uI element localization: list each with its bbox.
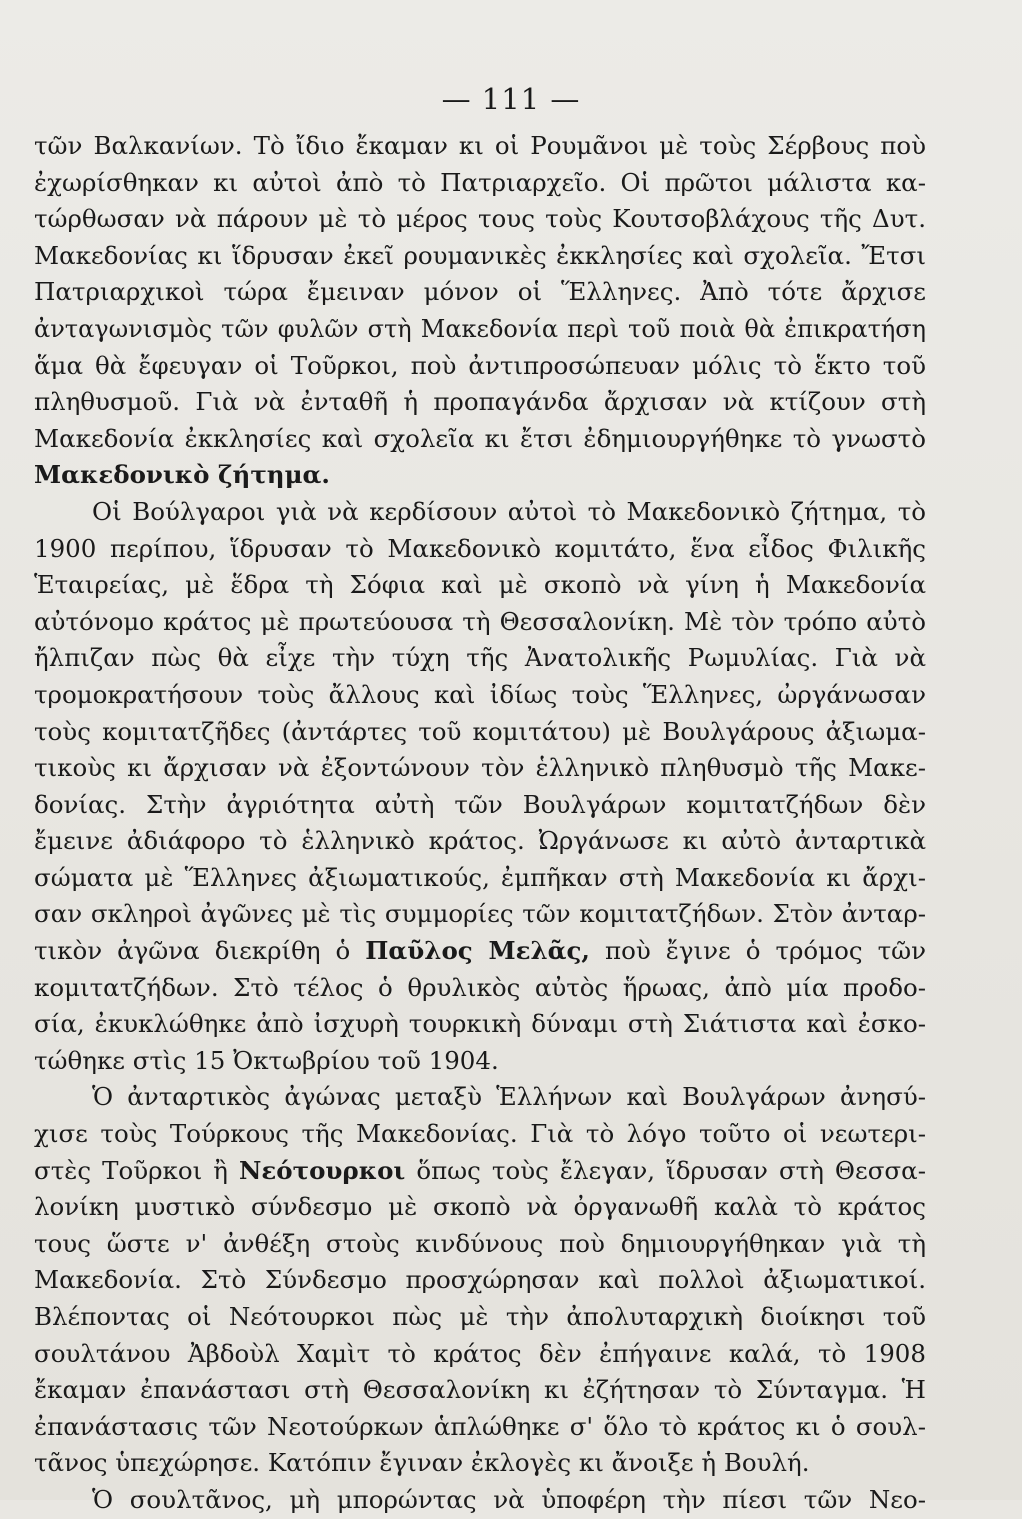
text-line: ἔκαμαν ἐπανάστασι στὴ Θεσσαλονίκη κι ἐζήτησαν τὸ Σύνταγμα. Ἡ [34, 1375, 926, 1405]
page-number: — 111 — [441, 82, 581, 116]
text-segment: ὅπως τοὺς ἔλεγαν, ἵδρυσαν στὴ Θεσσα- [416, 1155, 926, 1185]
bold-name-pavlos-melas: Παῦλος Μελᾶς, [365, 936, 590, 966]
text-line: ἔμεινε ἀδιάφορο τὸ ἑλληνικὸ κράτος. Ὠργάνωσε κι αὐτὸ ἀνταρτικὰ [34, 826, 926, 856]
text-line: αὐτόνομο κράτος μὲ πρωτεύουσα τὴ Θεσσαλονίκη. Μὲ τὸν τρόπο αὐτὸ [34, 606, 926, 636]
text-line: σία, ἐκυκλώθηκε ἀπὸ ἰσχυρὴ τουρκικὴ δύναμι στὴ Σιάτιστα καὶ ἐσκο- [34, 1009, 926, 1039]
text-line: Ὁ ἀνταρτικὸς ἀγώνας μεταξὺ Ἑλλήνων καὶ Βουλγάρων ἀνησύ- [92, 1082, 926, 1112]
text-line: κομιτατζήδων. Στὸ τέλος ὁ θρυλικὸς αὐτὸς ἥρωας, ἀπὸ μία προδο- [34, 972, 926, 1002]
text-line: Μακεδονία ἐκκλησίες καὶ σχολεῖα κι ἔτσι ἐδημιουργήθηκε τὸ γνωστὸ [34, 423, 926, 453]
body-text [34, 128, 926, 1519]
text-segment: στὲς Τοῦρκοι ἢ [34, 1155, 228, 1185]
text-line: ἀνταγωνισμὸς τῶν φυλῶν στὴ Μακεδονία περὶ τοῦ ποιὰ θὰ ἐπικρατήση [34, 314, 926, 343]
text-line: σουλτάνου Ἀβδοὺλ Χαμὶτ τὸ κράτος δὲν ἐπήγαινε καλά, τὸ 1908 [34, 1338, 926, 1368]
text-line: Μακεδονίας κι ἵδρυσαν ἐκεῖ ρουμανικὲς ἐκκλησίες καὶ σχολεῖα. Ἔτσι [34, 240, 926, 270]
text-line: χισε τοὺς Τούρκους τῆς Μακεδονίας. Γιὰ τὸ λόγο τοῦτο οἱ νεωτερι- [34, 1119, 926, 1149]
text-line: τώρθωσαν νὰ πάρουν μὲ τὸ μέρος τους τοὺς Κουτσοβλάχους τῆς Δυτ. [34, 204, 926, 234]
text-line [34, 933, 926, 970]
text-line: Μακεδονία. Στὸ Σύνδεσμο προσχώρησαν καὶ πολλοὶ ἀξιωματικοί. [34, 1265, 926, 1295]
text-line [34, 457, 926, 494]
text-line: Ὁ σουλτᾶνος, μὴ μπορώντας νὰ ὑποφέρη τὴν πίεσι τῶν Νεο- [92, 1484, 926, 1514]
text-line: τικοὺς κι ἄρχισαν νὰ ἐξοντώνουν τὸν ἑλληνικὸ πληθυσμὸ τῆς Μακε- [34, 753, 926, 783]
text-line: ἐπανάστασις τῶν Νεοτούρκων ἁπλώθηκε σ' ὅλο τὸ κράτος κι ὁ σουλ- [34, 1411, 926, 1441]
text-line: τῶν Βαλκανίων. Τὸ ἴδιο ἔκαμαν κι οἱ Ρουμᾶνοι μὲ τοὺς Σέρβους ποὺ [34, 131, 926, 160]
text-line: δονίας. Στὴν ἀγριότητα αὐτὴ τῶν Βουλγάρων κομιτατζήδων δὲν [34, 789, 926, 819]
text-line: 1900 περίπου, ἵδρυσαν τὸ Μακεδονικὸ κομιτάτο, ἕνα εἶδος Φιλικῆς [34, 533, 926, 563]
bold-term-macedonian-question: Μακεδονικὸ ζήτημα. [34, 460, 330, 490]
text-line: ἐχωρίσθηκαν κι αὐτοὶ ἀπὸ τὸ Πατριαρχεῖο. Οἱ πρῶτοι μάλιστα κα- [34, 167, 926, 197]
text-line: ἅμα θὰ ἔφευγαν οἱ Τοῦρκοι, ποὺ ἀντιπροσώπευαν μόλις τὸ ἕκτο τοῦ [34, 350, 926, 380]
text-line: Βλέποντας οἱ Νεότουρκοι πὼς μὲ τὴν ἀπολυταρχικὴ διοίκησι τοῦ [34, 1302, 926, 1331]
text-line: τώθηκε στὶς 15 Ὀκτωβρίου τοῦ 1904. [34, 1045, 499, 1075]
text-line: τοὺς κομιτατζῆδες (ἀντάρτες τοῦ κομιτάτου) μὲ Βουλγάρους ἀξιωμα- [34, 716, 926, 746]
text-line: Πατριαρχικοὶ τώρα ἔμειναν μόνον οἱ Ἕλληνες. Ἀπὸ τότε ἄρχισε [34, 277, 926, 307]
text-line: Ἑταιρείας, μὲ ἕδρα τὴ Σόφια καὶ μὲ σκοπὸ νὰ γίνη ἡ Μακεδονία [34, 570, 926, 600]
text-line: Οἱ Βούλγαροι γιὰ νὰ κερδίσουν αὐτοὶ τὸ Μακεδονικὸ ζήτημα, τὸ [92, 496, 926, 526]
text-line: τᾶνος ὑπεχώρησε. Κατόπιν ἔγιναν ἐκλογὲς κι ἄνοιξε ἡ Βουλή. [34, 1448, 810, 1478]
text-line: πληθυσμοῦ. Γιὰ νὰ ἐνταθῆ ἡ προπαγάνδα ἄρχισαν νὰ κτίζουν στὴ [34, 387, 926, 417]
text-line: σώματα μὲ Ἕλληνες ἀξιωματικούς, ἐμπῆκαν στὴ Μακεδονία κι ἄρχι- [34, 862, 926, 892]
text-segment: ποὺ ἔγινε ὁ τρόμος τῶν [604, 936, 926, 966]
text-segment: τικὸν ἀγῶνα διεκρίθη ὁ [34, 936, 351, 966]
text-line [34, 1153, 926, 1190]
bold-term-young-turks: Νεότουρκοι [238, 1155, 406, 1185]
text-line: τους ὥστε ν' ἀνθέξη στοὺς κινδύνους ποὺ δημιουργήθηκαν γιὰ τὴ [34, 1228, 926, 1258]
text-line: σαν σκληροὶ ἀγῶνες μὲ τὶς συμμορίες τῶν κομιτατζήδων. Στὸν ἀνταρ- [34, 899, 926, 929]
text-line: ἤλπιζαν πὼς θὰ εἶχε τὴν τύχη τῆς Ἀνατολικῆς Ρωμυλίας. Γιὰ νὰ [34, 643, 926, 673]
text-line: λονίκη μυστικὸ σύνδεσμο μὲ σκοπὸ νὰ ὀργανωθῆ καλὰ τὸ κράτος [34, 1192, 926, 1222]
text-line: τρομοκρατήσουν τοὺς ἄλλους καὶ ἰδίως τοὺς Ἕλληνες, ὠργάνωσαν [34, 679, 926, 709]
